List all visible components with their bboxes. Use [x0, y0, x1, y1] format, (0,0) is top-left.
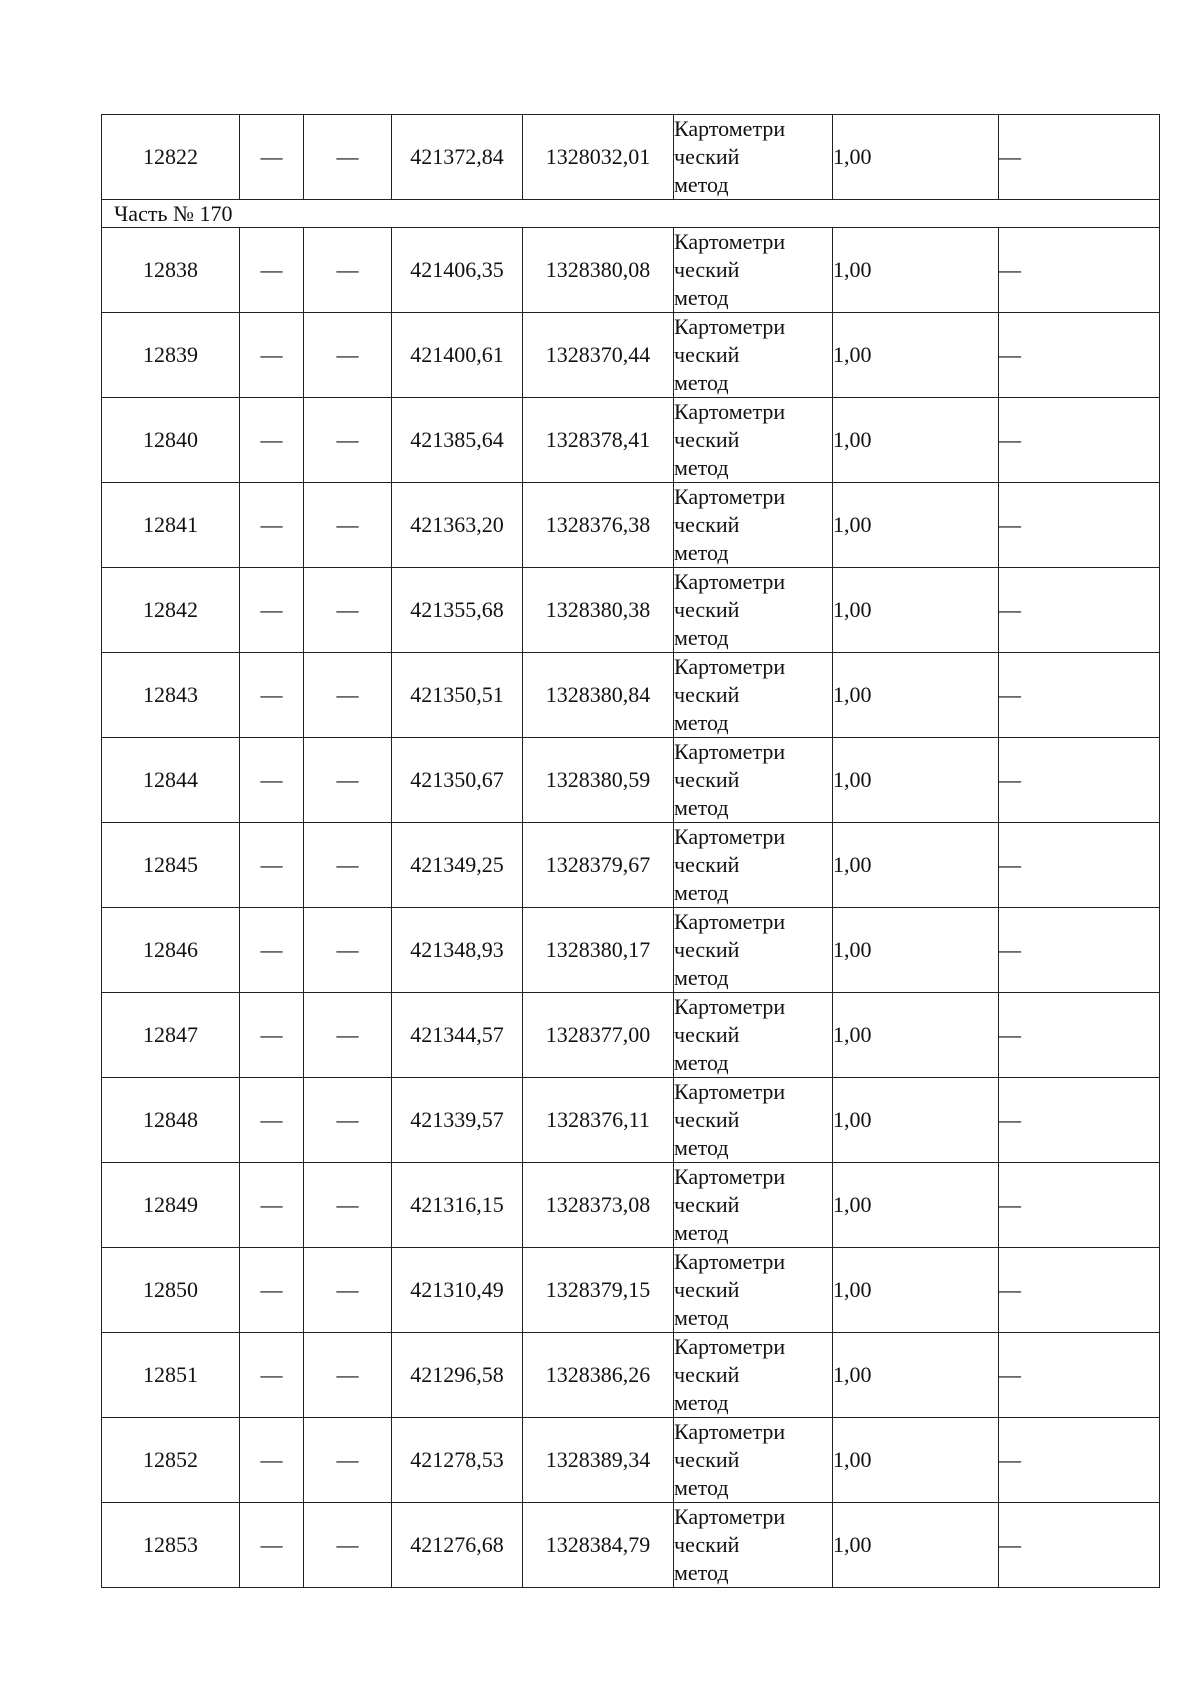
description-dash: — [999, 313, 1160, 398]
empty-cell-dash: — [304, 1503, 392, 1588]
accuracy-value: 1,00 [833, 483, 999, 568]
coordinate-y: 1328380,08 [523, 228, 674, 313]
coordinate-y: 1328386,26 [523, 1333, 674, 1418]
table-row [102, 483, 1160, 568]
description-dash: — [999, 568, 1160, 653]
part-label: Часть № 170 [102, 200, 1160, 228]
coordinate-y: 1328370,44 [523, 313, 674, 398]
method-line: Картометри [674, 994, 786, 1019]
accuracy-value: 1,00 [833, 1078, 999, 1163]
point-number: 12850 [102, 1248, 240, 1333]
table-row [102, 1418, 1160, 1503]
table-row [102, 313, 1160, 398]
accuracy-value: 1,00 [833, 908, 999, 993]
method-line: ческий [674, 937, 740, 962]
method-line: метод [674, 965, 729, 990]
empty-cell-dash: — [240, 313, 304, 398]
description-dash: — [999, 1163, 1160, 1248]
method-line: метод [674, 625, 729, 650]
accuracy-value: 1,00 [833, 115, 999, 200]
accuracy-value: 1,00 [833, 823, 999, 908]
method-line: Картометри [674, 1079, 786, 1104]
coordinate-y: 1328380,59 [523, 738, 674, 823]
description-dash: — [999, 115, 1160, 200]
method-cell [674, 115, 833, 200]
method-line: Картометри [674, 1419, 786, 1444]
method-cell [674, 1503, 833, 1588]
method-line: ческий [674, 144, 740, 169]
point-number: 12848 [102, 1078, 240, 1163]
method-line: Картометри [674, 654, 786, 679]
coordinate-x: 421339,57 [392, 1078, 523, 1163]
method-line: Картометри [674, 116, 786, 141]
point-number: 12822 [102, 115, 240, 200]
coordinate-y: 1328380,17 [523, 908, 674, 993]
empty-cell-dash: — [304, 738, 392, 823]
method-cell [674, 1078, 833, 1163]
coordinate-x: 421350,51 [392, 653, 523, 738]
empty-cell-dash: — [304, 653, 392, 738]
description-dash: — [999, 653, 1160, 738]
coordinate-y: 1328380,84 [523, 653, 674, 738]
method-line: метод [674, 370, 729, 395]
coordinate-x: 421316,15 [392, 1163, 523, 1248]
coordinate-x: 421355,68 [392, 568, 523, 653]
method-line: ческий [674, 1277, 740, 1302]
point-number: 12851 [102, 1333, 240, 1418]
method-cell [674, 1333, 833, 1418]
accuracy-value: 1,00 [833, 568, 999, 653]
method-cell [674, 228, 833, 313]
coordinate-y: 1328380,38 [523, 568, 674, 653]
table-row [102, 908, 1160, 993]
method-line: ческий [674, 1362, 740, 1387]
method-line: метод [674, 1220, 729, 1245]
method-line: ческий [674, 852, 740, 877]
method-cell [674, 1248, 833, 1333]
method-line: Картометри [674, 1504, 786, 1529]
method-line: ческий [674, 427, 740, 452]
accuracy-value: 1,00 [833, 653, 999, 738]
empty-cell-dash: — [240, 568, 304, 653]
coordinate-y: 1328379,15 [523, 1248, 674, 1333]
method-line: Картометри [674, 569, 786, 594]
table-row [102, 1078, 1160, 1163]
empty-cell-dash: — [304, 115, 392, 200]
method-line: Картометри [674, 484, 786, 509]
coordinate-x: 421372,84 [392, 115, 523, 200]
coordinate-y: 1328378,41 [523, 398, 674, 483]
method-line: метод [674, 1475, 729, 1500]
point-number: 12853 [102, 1503, 240, 1588]
method-line: метод [674, 1390, 729, 1415]
description-dash: — [999, 228, 1160, 313]
coordinate-y: 1328377,00 [523, 993, 674, 1078]
description-dash: — [999, 1503, 1160, 1588]
empty-cell-dash: — [304, 313, 392, 398]
empty-cell-dash: — [304, 1078, 392, 1163]
table-row [102, 1163, 1160, 1248]
coordinate-x: 421276,68 [392, 1503, 523, 1588]
empty-cell-dash: — [304, 398, 392, 483]
point-number: 12847 [102, 993, 240, 1078]
accuracy-value: 1,00 [833, 313, 999, 398]
method-line: ческий [674, 1447, 740, 1472]
description-dash: — [999, 738, 1160, 823]
accuracy-value: 1,00 [833, 1418, 999, 1503]
description-dash: — [999, 1418, 1160, 1503]
coordinate-x: 421310,49 [392, 1248, 523, 1333]
method-line: Картометри [674, 824, 786, 849]
coordinate-y: 1328032,01 [523, 115, 674, 200]
empty-cell-dash: — [304, 823, 392, 908]
coordinate-y: 1328379,67 [523, 823, 674, 908]
method-line: Картометри [674, 909, 786, 934]
accuracy-value: 1,00 [833, 1503, 999, 1588]
point-number: 12849 [102, 1163, 240, 1248]
method-cell [674, 993, 833, 1078]
method-line: Картометри [674, 1334, 786, 1359]
coordinate-x: 421348,93 [392, 908, 523, 993]
description-dash: — [999, 1248, 1160, 1333]
method-cell [674, 738, 833, 823]
empty-cell-dash: — [240, 398, 304, 483]
coordinate-x: 421344,57 [392, 993, 523, 1078]
point-number: 12843 [102, 653, 240, 738]
method-cell [674, 568, 833, 653]
method-line: ческий [674, 597, 740, 622]
table-row [102, 398, 1160, 483]
coordinate-x: 421385,64 [392, 398, 523, 483]
coordinate-x: 421400,61 [392, 313, 523, 398]
empty-cell-dash: — [304, 1333, 392, 1418]
point-number: 12846 [102, 908, 240, 993]
description-dash: — [999, 908, 1160, 993]
empty-cell-dash: — [240, 823, 304, 908]
empty-cell-dash: — [240, 1333, 304, 1418]
method-line: метод [674, 710, 729, 735]
method-cell [674, 823, 833, 908]
coordinate-x: 421350,67 [392, 738, 523, 823]
coordinate-x: 421278,53 [392, 1418, 523, 1503]
method-cell [674, 653, 833, 738]
description-dash: — [999, 823, 1160, 908]
method-line: Картометри [674, 1164, 786, 1189]
method-cell [674, 908, 833, 993]
table-row [102, 228, 1160, 313]
coordinate-y: 1328389,34 [523, 1418, 674, 1503]
empty-cell-dash: — [304, 568, 392, 653]
method-line: ческий [674, 1022, 740, 1047]
accuracy-value: 1,00 [833, 993, 999, 1078]
point-number: 12845 [102, 823, 240, 908]
method-line: ческий [674, 1532, 740, 1557]
empty-cell-dash: — [240, 908, 304, 993]
method-line: метод [674, 1560, 729, 1585]
empty-cell-dash: — [304, 228, 392, 313]
point-number: 12852 [102, 1418, 240, 1503]
point-number: 12841 [102, 483, 240, 568]
method-line: ческий [674, 1107, 740, 1132]
empty-cell-dash: — [304, 1418, 392, 1503]
accuracy-value: 1,00 [833, 228, 999, 313]
table-row [102, 993, 1160, 1078]
coordinate-y: 1328373,08 [523, 1163, 674, 1248]
method-line: ческий [674, 767, 740, 792]
method-cell [674, 1163, 833, 1248]
empty-cell-dash: — [240, 1418, 304, 1503]
method-line: метод [674, 795, 729, 820]
method-cell [674, 1418, 833, 1503]
empty-cell-dash: — [240, 483, 304, 568]
table-row [102, 823, 1160, 908]
method-line: ческий [674, 257, 740, 282]
empty-cell-dash: — [304, 1248, 392, 1333]
description-dash: — [999, 398, 1160, 483]
empty-cell-dash: — [240, 1078, 304, 1163]
method-line: ческий [674, 512, 740, 537]
method-cell [674, 398, 833, 483]
method-line: Картометри [674, 739, 786, 764]
coordinate-y: 1328376,11 [523, 1078, 674, 1163]
description-dash: — [999, 1078, 1160, 1163]
empty-cell-dash: — [240, 738, 304, 823]
method-line: ческий [674, 342, 740, 367]
method-cell [674, 313, 833, 398]
accuracy-value: 1,00 [833, 1248, 999, 1333]
empty-cell-dash: — [304, 483, 392, 568]
empty-cell-dash: — [304, 1163, 392, 1248]
method-line: Картометри [674, 399, 786, 424]
coordinate-y: 1328376,38 [523, 483, 674, 568]
coordinate-x: 421349,25 [392, 823, 523, 908]
method-line: метод [674, 455, 729, 480]
table-body [102, 115, 1160, 1588]
empty-cell-dash: — [240, 993, 304, 1078]
description-dash: — [999, 993, 1160, 1078]
empty-cell-dash: — [240, 1503, 304, 1588]
point-number: 12838 [102, 228, 240, 313]
empty-cell-dash: — [304, 908, 392, 993]
coordinate-x: 421363,20 [392, 483, 523, 568]
method-line: Картометри [674, 314, 786, 339]
coordinate-y: 1328384,79 [523, 1503, 674, 1588]
accuracy-value: 1,00 [833, 1163, 999, 1248]
empty-cell-dash: — [240, 228, 304, 313]
table-row [102, 1248, 1160, 1333]
empty-cell-dash: — [240, 1248, 304, 1333]
empty-cell-dash: — [240, 1163, 304, 1248]
coordinate-x: 421296,58 [392, 1333, 523, 1418]
table-row [102, 1503, 1160, 1588]
point-number: 12839 [102, 313, 240, 398]
point-number: 12840 [102, 398, 240, 483]
empty-cell-dash: — [304, 993, 392, 1078]
method-line: метод [674, 1135, 729, 1160]
table-row [102, 568, 1160, 653]
method-line: метод [674, 285, 729, 310]
method-cell [674, 483, 833, 568]
method-line: Картометри [674, 1249, 786, 1274]
empty-cell-dash: — [240, 115, 304, 200]
method-line: метод [674, 540, 729, 565]
method-line: метод [674, 172, 729, 197]
accuracy-value: 1,00 [833, 398, 999, 483]
part-header-row [102, 200, 1160, 228]
method-line: метод [674, 880, 729, 905]
description-dash: — [999, 1333, 1160, 1418]
point-number: 12844 [102, 738, 240, 823]
table-row [102, 115, 1160, 200]
method-line: Картометри [674, 229, 786, 254]
method-line: ческий [674, 682, 740, 707]
table-row [102, 1333, 1160, 1418]
point-number: 12842 [102, 568, 240, 653]
empty-cell-dash: — [240, 653, 304, 738]
table-row [102, 653, 1160, 738]
table-row [102, 738, 1160, 823]
method-line: ческий [674, 1192, 740, 1217]
method-line: метод [674, 1050, 729, 1075]
coordinate-x: 421406,35 [392, 228, 523, 313]
description-dash: — [999, 483, 1160, 568]
coordinates-table [101, 114, 1160, 1588]
accuracy-value: 1,00 [833, 1333, 999, 1418]
accuracy-value: 1,00 [833, 738, 999, 823]
method-line: метод [674, 1305, 729, 1330]
